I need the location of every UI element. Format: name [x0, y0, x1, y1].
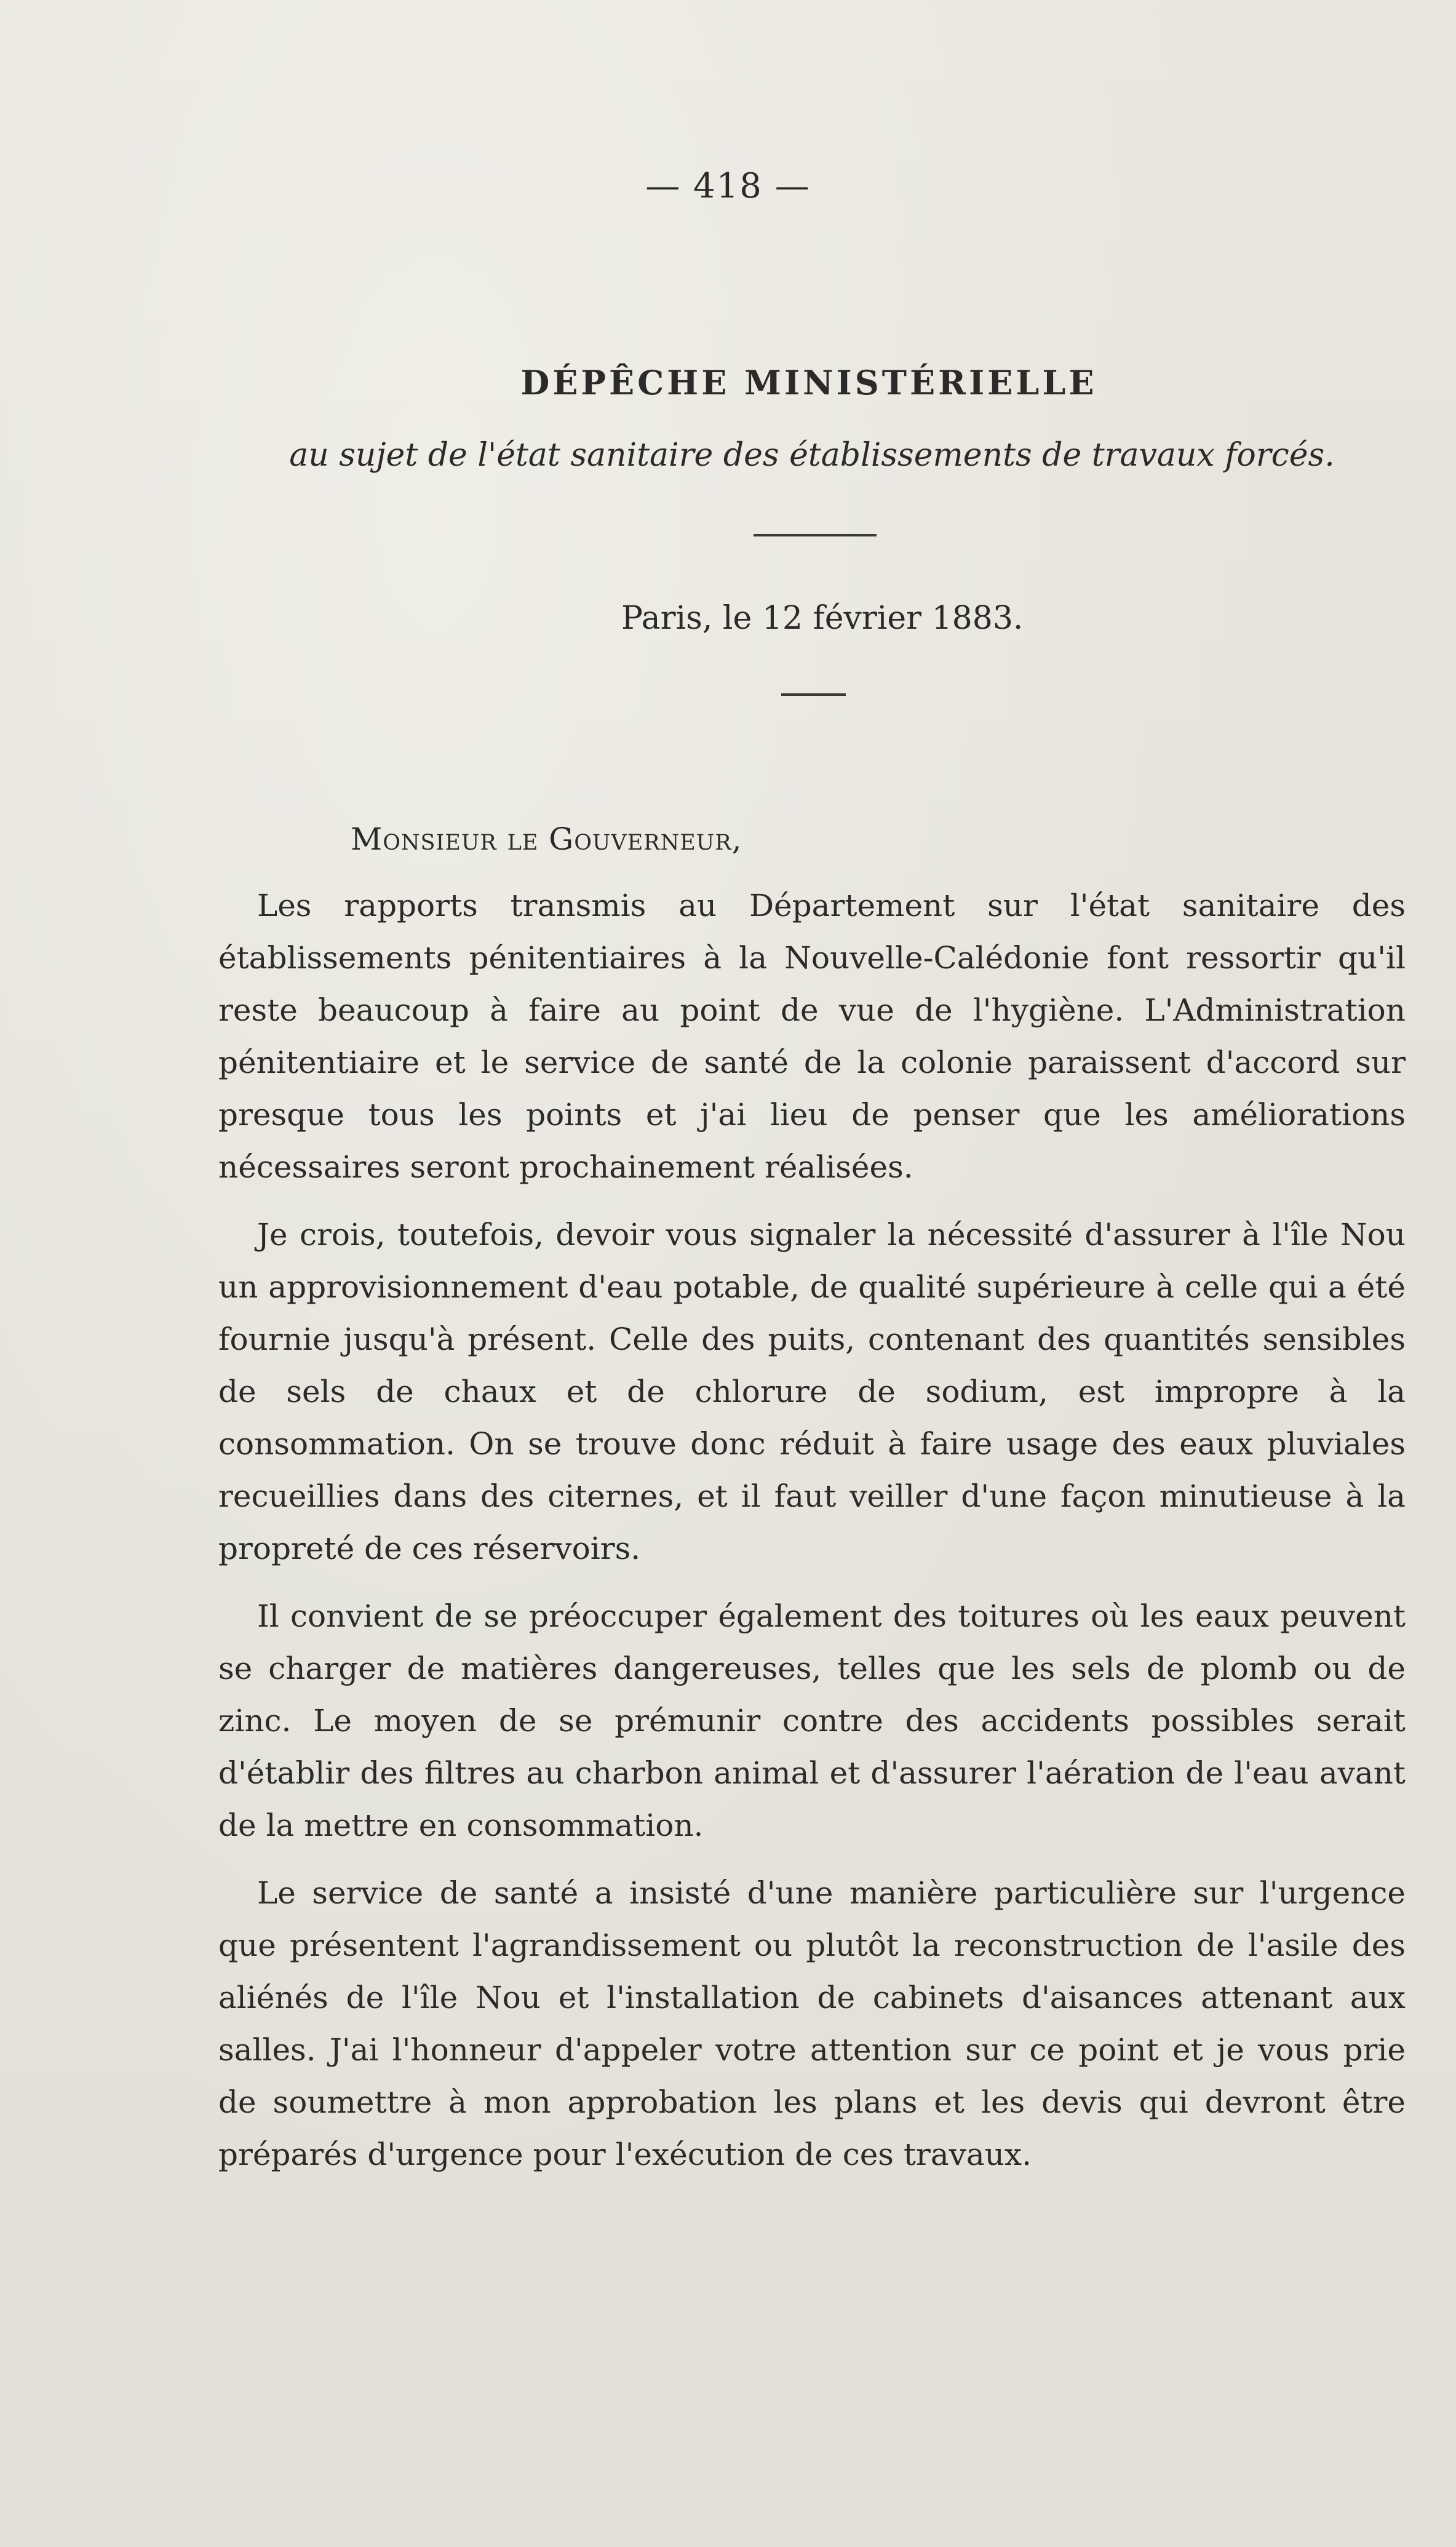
document-title: DÉPÊCHE MINISTÉRIELLE [520, 363, 1097, 402]
paragraph: Je crois, toutefois, devoir vous signaler la nécessité d'assurer à l'île Nou un approvisionnement d'eau potable, de qualité supérieure à celle qui a été fournie jusqu'à présent. Celle des puits, contenant des quantités sensibles de sels de chaux et de chlorure de sodium, est impropre à la consommation. On se trouve donc réduit à faire usage des eaux pluviales recueillies dans des citernes, et il faut veiller d'une façon minutieuse à la propreté de ces réservoirs. [218, 1217, 1406, 1566]
separator-rule [754, 534, 877, 536]
salutation: Monsieur le Gouverneur, [351, 821, 742, 857]
page-number: — 418 — [645, 166, 811, 206]
document-subtitle: au sujet de l'état sanitaire des établissements de travaux forcés. [289, 437, 1335, 474]
dateline: Paris, le 12 février 1883. [621, 600, 1024, 637]
paragraph: Le service de santé a insisté d'une manière particulière sur l'urgence que présentent l'agrandissement ou plutôt la reconstruction de l'asile des aliénés de l'île Nou et l'installation de cabinets d'aisances attenant aux salles. J'ai l'honneur d'appeler votre attention sur ce point et je vous prie de soumettre à mon approbation les plans et les devis qui devront être préparés d'urgence pour l'exécution de ces travaux. [218, 1875, 1406, 2172]
separator-rule [781, 693, 846, 696]
paragraph: Les rapports transmis au Département sur l'état sanitaire des établissements pénitentiaires à la Nouvelle-Calédonie font ressortir qu'il reste beaucoup à faire au point de vue de l'hygiène. L'Administration pénitentiaire et le service de santé de la colonie paraissent d'accord sur presque tous les points et j'ai lieu de penser que les améliorations nécessaires seront prochainement réalisées. [218, 888, 1406, 1185]
paragraph: Il convient de se préoccuper également des toitures où les eaux peuvent se charger de matières dangereuses, telles que les sels de plomb ou de zinc. Le moyen de se prémunir contre des accidents possibles serait d'établir des filtres au charbon animal et d'assurer l'aération de l'eau avant de la mettre en consommation. [218, 1598, 1406, 1843]
letter-body [218, 880, 1406, 2196]
